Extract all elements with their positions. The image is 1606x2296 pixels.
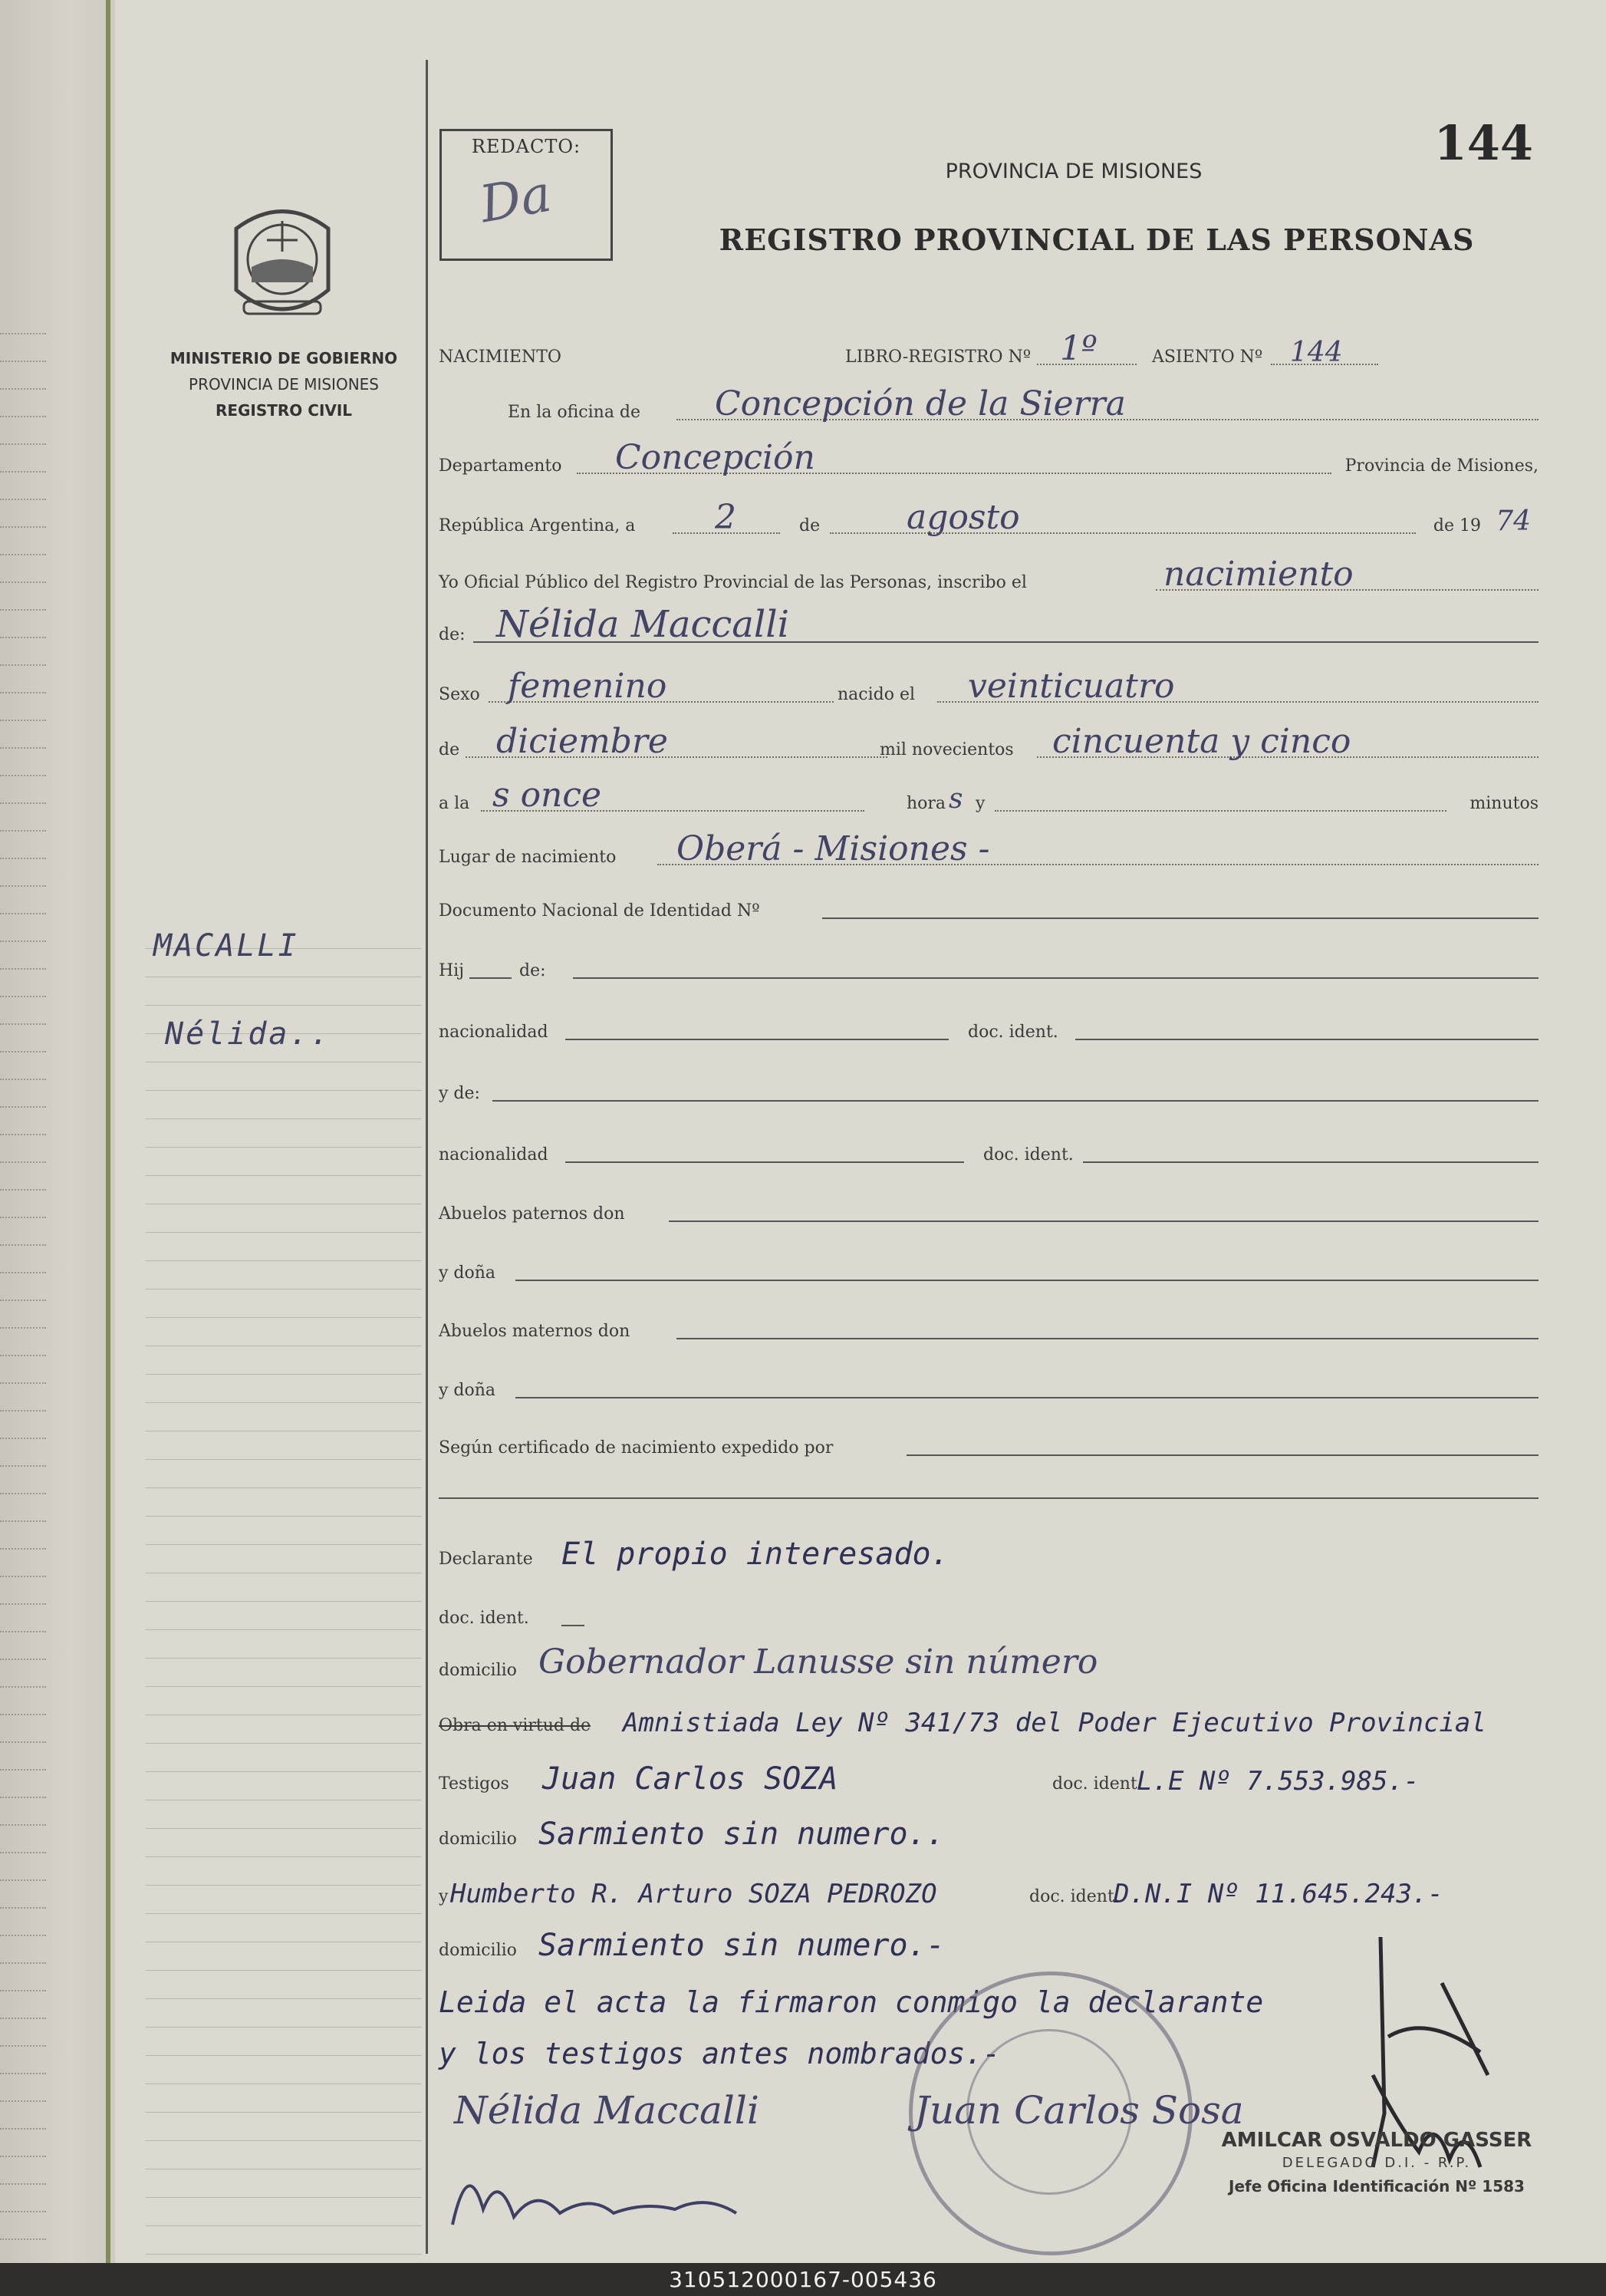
witness-signature-scribble xyxy=(445,2140,782,2240)
sexo-value: femenino xyxy=(508,667,667,706)
nombre-value: Nélida Maccalli xyxy=(496,603,789,646)
firma-nelida: Nélida Maccalli xyxy=(454,2088,759,2133)
misiones-coat-of-arms-icon xyxy=(221,198,344,321)
testigo-2-domicilio-label: domicilio xyxy=(439,1941,517,1960)
row-y-dona-2 xyxy=(439,1362,1539,1408)
hora-value: s once xyxy=(492,776,602,815)
testigo-1-name: Juan Carlos SOZA xyxy=(542,1761,838,1797)
declarante-domicilio-label: domicilio xyxy=(439,1661,517,1680)
leida-line-1: Leida el acta la firmaron conmigo la declarante xyxy=(439,1985,1264,2019)
testigo-2-domicilio: Sarmiento sin numero.- xyxy=(538,1928,945,1963)
delegado-name: AMILCAR OSVALDO GASSER xyxy=(1221,2129,1532,2152)
anio-nac-value: cincuenta y cinco xyxy=(1052,722,1351,761)
departamento-value: Concepción xyxy=(615,438,815,477)
image-id-footer: 310512000167-005436 xyxy=(0,2263,1606,2296)
y-dona-label-2: y doña xyxy=(439,1381,496,1400)
hijo-label: Hij xyxy=(439,961,465,980)
row-fecha xyxy=(439,497,1539,543)
y-de-label: y de: xyxy=(439,1084,480,1103)
row-departamento xyxy=(439,437,1539,483)
declarante-label: Declarante xyxy=(439,1550,533,1569)
nacionalidad-label-1: nacionalidad xyxy=(439,1023,548,1042)
row-hora xyxy=(439,775,1539,821)
province-title: PROVINCIA DE MISIONES xyxy=(945,160,1203,183)
testigo-1-domicilio-label: domicilio xyxy=(439,1830,517,1849)
hora-suffix: s xyxy=(949,783,963,815)
row-nombre xyxy=(439,603,1539,652)
declarante-domicilio-value: Gobernador Lanusse sin número xyxy=(538,1642,1098,1682)
testigo-2-name: Humberto R. Arturo SOZA PEDROZO xyxy=(450,1879,937,1909)
row-abuelos-paternos xyxy=(439,1185,1539,1231)
oficina-value: Concepción de la Sierra xyxy=(715,384,1126,423)
row-testigo-1 xyxy=(439,1755,1539,1801)
delegado-stamp xyxy=(1196,2129,1557,2198)
row-hijo xyxy=(439,942,1539,988)
leida-line-2: y los testigos antes nombrados.- xyxy=(439,2037,1001,2070)
row-declarante-domicilio xyxy=(439,1642,1539,1688)
hora-label: hora xyxy=(907,794,946,813)
mil-novecientos-label: mil novecientos xyxy=(880,740,1014,759)
sexo-label: Sexo xyxy=(439,685,480,704)
margin-divider-line xyxy=(426,60,428,2254)
margin-surname: MACALLI xyxy=(153,928,299,964)
provincia-suffix: Provincia de Misiones, xyxy=(1344,456,1539,476)
redacto-label: REDACTO: xyxy=(471,136,581,157)
minutos-label: minutos xyxy=(1469,794,1539,813)
abuelos-paternos-label: Abuelos paternos don xyxy=(439,1204,625,1224)
testigo-1-domicilio: Sarmiento sin numero.. xyxy=(538,1817,945,1852)
firma-juan-carlos: Juan Carlos Sosa xyxy=(914,2088,1244,2133)
row-nacionalidad-2 xyxy=(439,1126,1539,1172)
doc-ident-label-2: doc. ident. xyxy=(983,1145,1074,1164)
hijo-de-label: de: xyxy=(519,961,546,980)
asiento-label: ASIENTO Nº xyxy=(1152,348,1263,367)
de-anio-label: de 19 xyxy=(1433,516,1481,535)
de-mes-label: de xyxy=(439,740,460,759)
segun-label: Según certificado de nacimiento expedido por xyxy=(439,1438,834,1458)
doc-ident-label-1: doc. ident. xyxy=(968,1023,1058,1042)
ministry-line-3: REGISTRO CIVIL xyxy=(215,401,353,420)
lugar-label: Lugar de nacimiento xyxy=(439,848,617,867)
obra-label: Obra en virtud de xyxy=(439,1716,591,1735)
dia-value: 2 xyxy=(715,498,736,537)
registry-title: REGISTRO PROVINCIAL DE LAS PERSONAS xyxy=(719,222,1475,257)
row-y-de xyxy=(439,1065,1539,1111)
row-lugar xyxy=(439,828,1539,875)
libro-label: LIBRO-REGISTRO Nº xyxy=(845,348,1032,367)
binding-fold-line xyxy=(106,0,110,2263)
nacimiento-label: NACIMIENTO xyxy=(439,348,561,367)
testigo-1-doc-label: doc. ident. xyxy=(1052,1774,1143,1794)
row-dni xyxy=(439,882,1539,928)
testigos-label: Testigos xyxy=(439,1774,509,1794)
row-oficina xyxy=(439,384,1539,430)
nacido-label: nacido el xyxy=(838,685,916,704)
row-nacionalidad-1 xyxy=(439,1003,1539,1049)
row-declarante xyxy=(439,1530,1539,1576)
ministry-line-1: MINISTERIO DE GOBIERNO xyxy=(169,349,398,367)
row-segun-continued xyxy=(439,1462,1539,1508)
obra-value: Amnistiada Ley Nº 341/73 del Poder Ejecutivo Provincial xyxy=(623,1708,1486,1738)
republica-label: República Argentina, a xyxy=(439,516,636,535)
mes-nac-value: diciembre xyxy=(496,722,668,761)
row-testigo-2 xyxy=(439,1868,1539,1914)
page-number: 144 xyxy=(1433,115,1533,171)
testigo-1-doc: L.E Nº 7.553.985.- xyxy=(1137,1766,1420,1797)
row-declarante-doc xyxy=(439,1589,1539,1636)
row-sexo xyxy=(439,666,1539,712)
declarante-value: El propio interesado. xyxy=(561,1537,949,1572)
row-obra xyxy=(439,1697,1539,1743)
row-testigo-1-domicilio xyxy=(439,1810,1539,1856)
oficina-label: En la oficina de xyxy=(508,403,641,422)
yo-oficial-label: Yo Oficial Público del Registro Provincial de las Personas, inscribo el xyxy=(439,573,1027,592)
a-la-label: a la xyxy=(439,794,470,813)
testigo-2-y-label: y xyxy=(439,1887,449,1906)
de-nombre-label: de: xyxy=(439,625,466,644)
row-abuelos-maternos xyxy=(439,1303,1539,1349)
margin-ruled-lines xyxy=(146,921,422,2263)
delegado-office: Jefe Oficina Identificación Nº 1583 xyxy=(1229,2177,1525,2196)
anio-value: 74 xyxy=(1496,506,1531,537)
departamento-label: Departamento xyxy=(439,456,562,476)
asiento-value: 144 xyxy=(1290,337,1343,368)
dni-label: Documento Nacional de Identidad Nº xyxy=(439,901,760,921)
row-segun xyxy=(439,1419,1539,1465)
inscribo-value: nacimiento xyxy=(1163,555,1354,594)
ministry-line-2: PROVINCIA DE MISIONES xyxy=(189,375,379,394)
delegado-title: DELEGADO D.I. - R.P. xyxy=(1282,2155,1472,2171)
declarante-doc-label: doc. ident. xyxy=(439,1609,529,1628)
row-libro xyxy=(439,328,1539,374)
nacionalidad-label-2: nacionalidad xyxy=(439,1145,548,1164)
testigo-2-doc-label: doc. ident. xyxy=(1029,1887,1120,1906)
nacido-value: veinticuatro xyxy=(968,667,1175,706)
de-label: de xyxy=(799,516,821,535)
y-minutos-label: y xyxy=(976,794,986,813)
mes-value: agosto xyxy=(907,498,1020,537)
redacto-initials: Da xyxy=(476,163,556,235)
y-dona-label-1: y doña xyxy=(439,1263,496,1283)
row-inscribo xyxy=(439,554,1539,600)
redacto-box xyxy=(439,129,613,261)
row-y-dona-1 xyxy=(439,1244,1539,1290)
lugar-value: Oberá - Misiones - xyxy=(676,829,990,868)
ministry-header xyxy=(146,345,422,423)
previous-page-lines xyxy=(0,307,46,2225)
testigo-2-doc: D.N.I Nº 11.645.243.- xyxy=(1114,1879,1443,1909)
abuelos-maternos-label: Abuelos maternos don xyxy=(439,1322,630,1341)
margin-given-name: Nélida.. xyxy=(165,1016,331,1052)
row-mes-nacimiento xyxy=(439,721,1539,767)
libro-value: 1º xyxy=(1060,329,1098,368)
